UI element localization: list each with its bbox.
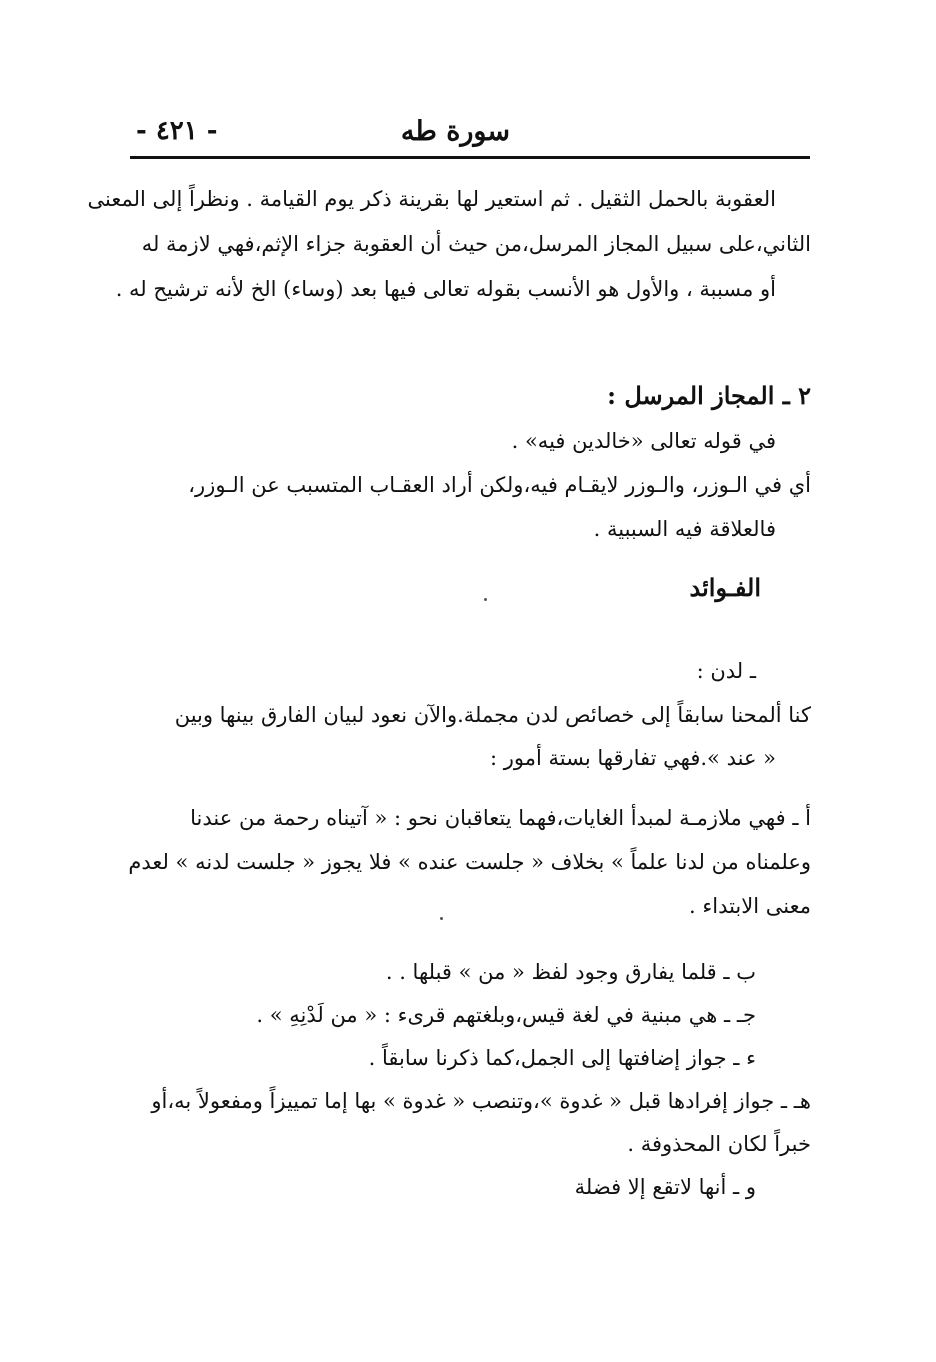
page-header bbox=[130, 112, 810, 156]
surah-title: سورة طه bbox=[400, 116, 510, 147]
ladun-intro-line-2: « عند ».فهي تفارقها بستة أمور : bbox=[490, 746, 776, 770]
section-majaz-heading: ٢ ـ المجاز المرسل : bbox=[607, 381, 811, 410]
page-number: - ٤٢١ - bbox=[136, 116, 218, 146]
majaz-line-2: أي في الـوزر، والـوزر لايقـام فيه،ولكن أراد العقـاب المتسبب عن الـوزر، bbox=[188, 473, 811, 497]
ladun-intro-line-1: كنا ألمحنا سابقاً إلى خصائص لدن مجملة.والآن نعود لبيان الفارق بينها وبين bbox=[174, 703, 811, 727]
ladun-subheading: ـ لدن : bbox=[696, 659, 756, 683]
point-waw-line: و ـ أنها لاتقع إلا فضلة bbox=[574, 1175, 756, 1199]
speck-mark bbox=[440, 917, 443, 920]
header-rule bbox=[130, 156, 810, 159]
speck-mark bbox=[484, 598, 487, 601]
majaz-line-1: في قوله تعالى «خالدين فيه» . bbox=[511, 429, 776, 453]
point-ha-line-1: هـ ـ جواز إفرادها قبل « غدوة »،وتنصب « غدوة » بها إما تمييزاً ومفعولاً به،أو bbox=[151, 1089, 811, 1113]
point-b-line: ب ـ قلما يفارق وجود لفظ « من » قبلها . . bbox=[385, 960, 756, 984]
point-a-line-3: معنى الابتداء . bbox=[689, 894, 811, 918]
majaz-line-3: فالعلاقة فيه السببية . bbox=[593, 517, 776, 541]
point-a-line-2: وعلمناه من لدنا علماً » بخلاف « جلست عنده » فلا يجوز « جلست لدنه » لعدم bbox=[128, 850, 811, 874]
point-hamza-line: ء ـ جواز إضافتها إلى الجمل،كما ذكرنا سابقاً . bbox=[368, 1046, 756, 1070]
point-a-line-1: أ ـ فهي ملازمـة لمبدأ الغايات،فهما يتعاقبان نحو : « آتيناه رحمة من عندنا bbox=[190, 806, 811, 830]
point-ha-line-2: خبراً لكان المحذوفة . bbox=[627, 1132, 811, 1156]
section-fawaid-heading: الفـوائد bbox=[689, 573, 761, 602]
intro-line-3: أو مسببة ، والأول هو الأنسب بقوله تعالى فيها بعد (وساء) الخ لأنه ترشيح له . bbox=[115, 277, 776, 301]
point-jim-line: جـ ـ هي مبنية في لغة قيس،وبلغتهم قرىء : « من لَدْنِهِ » . bbox=[256, 1003, 756, 1027]
intro-line-1: العقوبة بالحمل الثقيل . ثم استعير لها بقرينة ذكر يوم القيامة . ونظراً إلى المعنى bbox=[87, 187, 776, 211]
intro-line-2: الثاني،على سبيل المجاز المرسل،من حيث أن العقوبة جزاء الإثم،فهي لازمة له bbox=[141, 232, 811, 256]
